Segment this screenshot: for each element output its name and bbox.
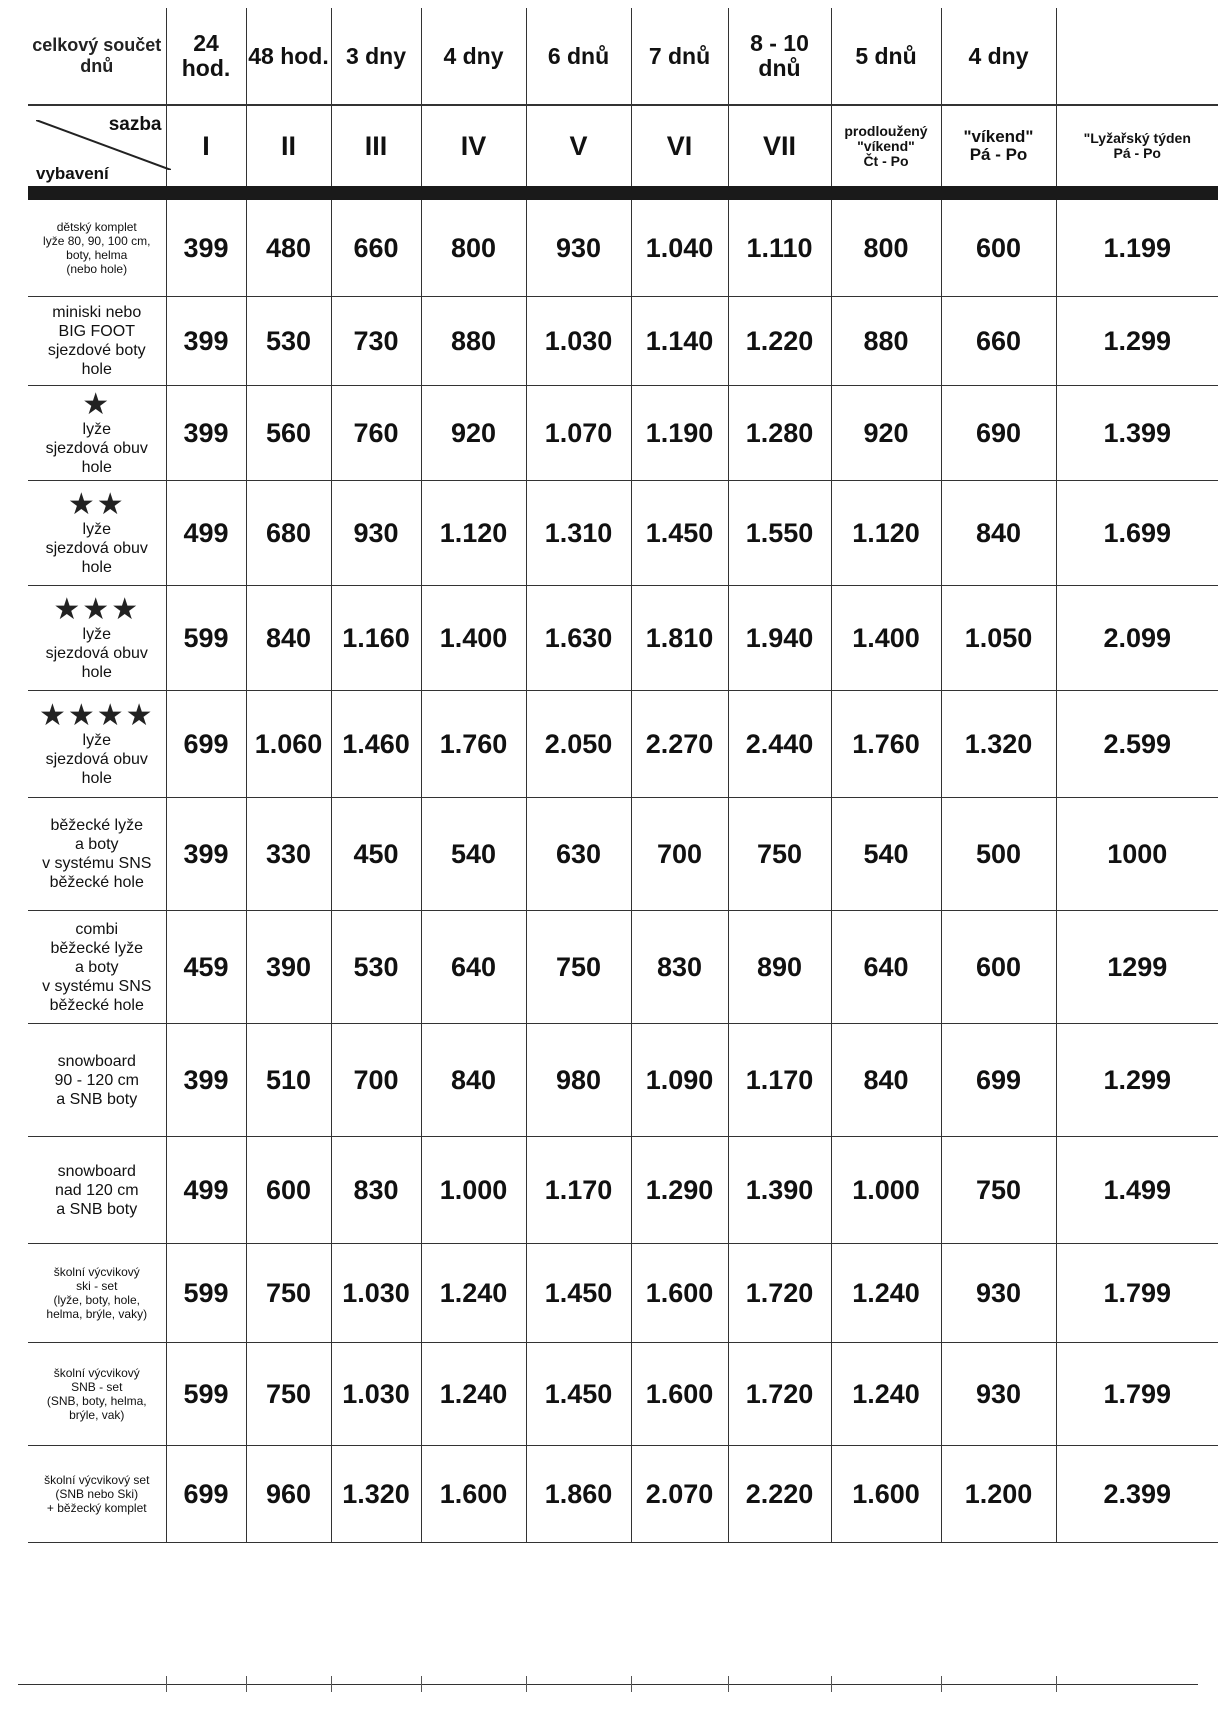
column-tick: [421, 1676, 422, 1692]
price-cell: 459: [166, 911, 246, 1024]
table-row: [28, 798, 1218, 911]
price-cell: 480: [246, 200, 331, 297]
price-cell: 560: [246, 386, 331, 481]
price-cell: 600: [246, 1137, 331, 1244]
star-rating-icon: ★★★: [53, 592, 141, 626]
description-line: sjezdová obuv: [45, 750, 148, 768]
rate-header-row: [28, 105, 1218, 186]
price-cell: 930: [941, 1343, 1056, 1446]
equipment-description: [28, 200, 166, 297]
column-tick: [1056, 1676, 1057, 1692]
description-line: v systému SNS: [42, 977, 152, 995]
price-cell: 1.040: [631, 200, 728, 297]
price-cell: 2.099: [1056, 586, 1218, 691]
price-cell: 1.760: [831, 691, 941, 798]
equipment-description: [28, 481, 166, 586]
table-row: [28, 586, 1218, 691]
price-cell: 930: [941, 1244, 1056, 1343]
description-line: (lyže, boty, hole,: [53, 1293, 140, 1307]
price-cell: 390: [246, 911, 331, 1024]
rate-label: sazba: [108, 114, 162, 135]
price-cell: 640: [421, 911, 526, 1024]
price-cell: 399: [166, 798, 246, 911]
price-cell: 1.940: [728, 586, 831, 691]
price-cell: 1.400: [831, 586, 941, 691]
duration-header: 6 dnů: [526, 8, 631, 105]
rate-header: IV: [421, 105, 526, 186]
special-line: Čt - Po: [863, 152, 909, 169]
table-row: [28, 1244, 1218, 1343]
price-cell: 600: [941, 200, 1056, 297]
description-line: hole: [81, 361, 112, 378]
price-cell: 750: [728, 798, 831, 911]
price-cell: 499: [166, 1137, 246, 1244]
price-cell: 1.810: [631, 586, 728, 691]
description-line: v systému SNS: [42, 855, 152, 872]
price-cell: 1.400: [421, 586, 526, 691]
column-tick: [831, 1676, 832, 1692]
bottom-rule: [18, 1684, 1198, 1685]
price-cell: 1.630: [526, 586, 631, 691]
price-cell: 599: [166, 1244, 246, 1343]
description-line: 90 - 120 cm: [54, 1071, 139, 1089]
column-tick: [331, 1676, 332, 1692]
table-row: [28, 297, 1218, 386]
price-cell: 1299: [1056, 911, 1218, 1024]
special-line: Pá - Po: [969, 145, 1028, 164]
duration-header-row: [28, 8, 1218, 105]
description-line: lyže 80, 90, 100 cm,: [43, 234, 151, 248]
price-cell: 2.050: [526, 691, 631, 798]
price-cell: 750: [246, 1244, 331, 1343]
price-cell: 1.280: [728, 386, 831, 481]
price-cell: 680: [246, 481, 331, 586]
total-days-header: celkový součet dnů: [28, 8, 166, 105]
description-line: helma, brýle, vaky): [46, 1307, 148, 1321]
description-line: běžecké lyže: [50, 939, 143, 957]
price-cell: 1.320: [331, 1446, 421, 1543]
description-line: hole: [81, 769, 112, 787]
price-cell: 840: [246, 586, 331, 691]
price-cell: 1.299: [1056, 297, 1218, 386]
price-cell: 1.550: [728, 481, 831, 586]
price-cell: 1.060: [246, 691, 331, 798]
price-cell: 960: [246, 1446, 331, 1543]
duration-header: 3 dny: [331, 8, 421, 105]
price-cell: 510: [246, 1024, 331, 1137]
price-cell: 930: [526, 200, 631, 297]
price-cell: 930: [331, 481, 421, 586]
duration-header: 48 hod.: [246, 8, 331, 105]
equipment-description: [28, 798, 166, 911]
description-line: lyže: [82, 625, 111, 643]
table-row: [28, 911, 1218, 1024]
table-row: [28, 386, 1218, 481]
description-line: combi: [75, 920, 119, 938]
description-line: BIG FOOT: [58, 323, 135, 340]
price-cell: 750: [246, 1343, 331, 1446]
duration-header: 4 dny: [941, 8, 1056, 105]
description-line: a boty: [74, 836, 119, 853]
price-cell: 1.600: [421, 1446, 526, 1543]
price-cell: 2.399: [1056, 1446, 1218, 1543]
price-cell: 1000: [1056, 798, 1218, 911]
duration-header: 8 - 10 dnů: [728, 8, 831, 105]
price-cell: 690: [941, 386, 1056, 481]
price-cell: 1.320: [941, 691, 1056, 798]
description-line: školní výcvikový set: [44, 1473, 150, 1487]
price-cell: 1.799: [1056, 1343, 1218, 1446]
special-line: "víkend": [963, 127, 1034, 146]
price-cell: 1.760: [421, 691, 526, 798]
description-line: a SNB boty: [56, 1090, 138, 1108]
duration-header: 5 dnů: [831, 8, 941, 105]
rate-header: III: [331, 105, 421, 186]
price-cell: 1.140: [631, 297, 728, 386]
equipment-description: [28, 1446, 166, 1543]
ski-week-header: [1056, 105, 1218, 186]
description-line: školní výcvikový: [53, 1366, 140, 1380]
price-cell: 699: [166, 1446, 246, 1543]
price-cell: 2.220: [728, 1446, 831, 1543]
price-cell: 880: [831, 297, 941, 386]
price-cell: 700: [631, 798, 728, 911]
price-cell: 830: [331, 1137, 421, 1244]
price-cell: 599: [166, 586, 246, 691]
description-line: hole: [81, 458, 112, 476]
price-cell: 1.030: [331, 1244, 421, 1343]
description-line: sjezdová obuv: [45, 539, 148, 557]
price-cell: 800: [421, 200, 526, 297]
table-row: [28, 1137, 1218, 1244]
description-line: miniski nebo: [52, 304, 142, 321]
price-cell: 530: [331, 911, 421, 1024]
price-cell: 920: [421, 386, 526, 481]
price-cell: 399: [166, 1024, 246, 1137]
price-cell: 1.120: [421, 481, 526, 586]
rate-header: V: [526, 105, 631, 186]
description-line: ski - set: [76, 1279, 118, 1293]
price-cell: 640: [831, 911, 941, 1024]
price-cell: 399: [166, 200, 246, 297]
description-line: hole: [81, 558, 112, 576]
price-cell: 1.499: [1056, 1137, 1218, 1244]
price-cell: 1.450: [526, 1244, 631, 1343]
price-cell: 699: [941, 1024, 1056, 1137]
price-cell: 1.240: [831, 1343, 941, 1446]
description-line: běžecké lyže: [50, 817, 143, 834]
price-cell: 630: [526, 798, 631, 911]
rate-header: VI: [631, 105, 728, 186]
description-line: sjezdové boty: [47, 342, 146, 359]
price-cell: 1.240: [421, 1343, 526, 1446]
price-cell: 1.070: [526, 386, 631, 481]
price-cell: 1.220: [728, 297, 831, 386]
price-cell: 840: [421, 1024, 526, 1137]
equipment-description: [28, 1137, 166, 1244]
price-cell: 1.120: [831, 481, 941, 586]
price-cell: 660: [941, 297, 1056, 386]
price-cell: 530: [246, 297, 331, 386]
duration-header: [1056, 8, 1218, 105]
column-tick: [246, 1676, 247, 1692]
price-cell: 1.600: [831, 1446, 941, 1543]
equipment-label: vybavení: [36, 164, 109, 183]
special-line: prodloužený: [844, 122, 928, 139]
price-cell: 760: [331, 386, 421, 481]
price-cell: 330: [246, 798, 331, 911]
price-cell: 1.310: [526, 481, 631, 586]
description-line: lyže: [82, 731, 111, 749]
price-cell: 1.299: [1056, 1024, 1218, 1137]
table-row: [28, 200, 1218, 297]
price-cell: 750: [941, 1137, 1056, 1244]
corner-cell: [28, 105, 166, 186]
price-cell: 1.240: [831, 1244, 941, 1343]
description-line: nad 120 cm: [54, 1181, 139, 1199]
price-cell: 1.600: [631, 1343, 728, 1446]
description-line: brýle, vak): [69, 1408, 125, 1422]
equipment-description: [28, 1343, 166, 1446]
duration-header: 7 dnů: [631, 8, 728, 105]
description-line: a SNB boty: [56, 1200, 138, 1218]
price-cell: 1.460: [331, 691, 421, 798]
price-cell: 1.030: [331, 1343, 421, 1446]
table-row: [28, 1343, 1218, 1446]
column-tick: [941, 1676, 942, 1692]
column-tick: [166, 1676, 167, 1692]
price-cell: 660: [331, 200, 421, 297]
price-cell: 830: [631, 911, 728, 1024]
star-rating-icon: ★★★★: [38, 698, 155, 732]
description-line: a boty: [74, 958, 119, 976]
extended-weekend-header: [831, 105, 941, 186]
equipment-description: [28, 386, 166, 481]
price-cell: 750: [526, 911, 631, 1024]
description-line: snowboard: [57, 1162, 136, 1180]
price-cell: 840: [941, 481, 1056, 586]
star-rating-icon: ★: [82, 387, 112, 421]
price-cell: 1.000: [831, 1137, 941, 1244]
equipment-description: [28, 1244, 166, 1343]
duration-header: 4 dny: [421, 8, 526, 105]
price-cell: 540: [831, 798, 941, 911]
price-cell: 890: [728, 911, 831, 1024]
price-cell: 540: [421, 798, 526, 911]
description-line: (SNB, boty, helma,: [46, 1394, 147, 1408]
price-cell: 399: [166, 386, 246, 481]
description-line: + běžecký komplet: [46, 1501, 147, 1515]
description-line: hole: [81, 663, 112, 681]
price-cell: 880: [421, 297, 526, 386]
price-cell: 1.290: [631, 1137, 728, 1244]
price-cell: 2.270: [631, 691, 728, 798]
description-line: lyže: [82, 520, 111, 538]
price-cell: 1.050: [941, 586, 1056, 691]
price-cell: 1.030: [526, 297, 631, 386]
price-cell: 1.399: [1056, 386, 1218, 481]
equipment-description: [28, 1024, 166, 1137]
table-row: [28, 1446, 1218, 1543]
price-cell: 1.720: [728, 1244, 831, 1343]
price-cell: 1.110: [728, 200, 831, 297]
equipment-description: [28, 691, 166, 798]
price-cell: 1.170: [526, 1137, 631, 1244]
price-cell: 1.199: [1056, 200, 1218, 297]
price-cell: 920: [831, 386, 941, 481]
equipment-description: [28, 586, 166, 691]
price-cell: 599: [166, 1343, 246, 1446]
price-cell: 980: [526, 1024, 631, 1137]
price-cell: 1.720: [728, 1343, 831, 1446]
special-line: Pá - Po: [1113, 145, 1161, 161]
price-cell: 730: [331, 297, 421, 386]
price-cell: 1.000: [421, 1137, 526, 1244]
price-cell: 2.070: [631, 1446, 728, 1543]
price-cell: 399: [166, 297, 246, 386]
description-line: lyže: [82, 420, 111, 438]
description-line: snowboard: [57, 1052, 136, 1070]
description-line: boty, helma: [66, 248, 128, 262]
rate-header: II: [246, 105, 331, 186]
price-cell: 1.450: [526, 1343, 631, 1446]
description-line: sjezdová obuv: [45, 439, 148, 457]
description-line: dětský komplet: [56, 220, 137, 234]
price-cell: 1.170: [728, 1024, 831, 1137]
price-cell: 1.450: [631, 481, 728, 586]
equipment-description: [28, 297, 166, 386]
price-cell: 600: [941, 911, 1056, 1024]
price-cell: 2.599: [1056, 691, 1218, 798]
description-line: běžecké hole: [49, 996, 144, 1014]
header-separator-bar: [28, 186, 1218, 200]
price-cell: 700: [331, 1024, 421, 1137]
price-cell: 450: [331, 798, 421, 911]
price-cell: 1.190: [631, 386, 728, 481]
price-cell: 500: [941, 798, 1056, 911]
price-rows: [28, 200, 1218, 1543]
rate-header: I: [166, 105, 246, 186]
price-cell: 699: [166, 691, 246, 798]
table-row: [28, 691, 1218, 798]
price-cell: 800: [831, 200, 941, 297]
description-line: (nebo hole): [66, 262, 128, 276]
price-cell: 1.240: [421, 1244, 526, 1343]
weekend-header: [941, 105, 1056, 186]
price-cell: 1.160: [331, 586, 421, 691]
price-cell: 1.799: [1056, 1244, 1218, 1343]
column-tick: [526, 1676, 527, 1692]
rental-price-table: [28, 8, 1218, 1543]
description-line: sjezdová obuv: [45, 644, 148, 662]
equipment-description: [28, 911, 166, 1024]
price-cell: 2.440: [728, 691, 831, 798]
description-line: školní výcvikový: [53, 1265, 140, 1279]
special-line: "víkend": [857, 137, 915, 154]
price-cell: 1.090: [631, 1024, 728, 1137]
price-cell: 1.699: [1056, 481, 1218, 586]
column-tick: [728, 1676, 729, 1692]
description-line: SNB - set: [71, 1380, 123, 1394]
special-line: "Lyžařský týden: [1083, 130, 1191, 146]
price-cell: 1.860: [526, 1446, 631, 1543]
price-cell: 499: [166, 481, 246, 586]
price-cell: 840: [831, 1024, 941, 1137]
price-cell: 1.200: [941, 1446, 1056, 1543]
description-line: (SNB nebo Ski): [55, 1487, 139, 1501]
description-line: běžecké hole: [49, 874, 144, 891]
star-rating-icon: ★★: [67, 487, 126, 521]
duration-header: 24 hod.: [166, 8, 246, 105]
table-row: [28, 1024, 1218, 1137]
table-row: [28, 481, 1218, 586]
price-cell: 1.390: [728, 1137, 831, 1244]
rate-header: VII: [728, 105, 831, 186]
price-cell: 1.600: [631, 1244, 728, 1343]
column-tick: [631, 1676, 632, 1692]
